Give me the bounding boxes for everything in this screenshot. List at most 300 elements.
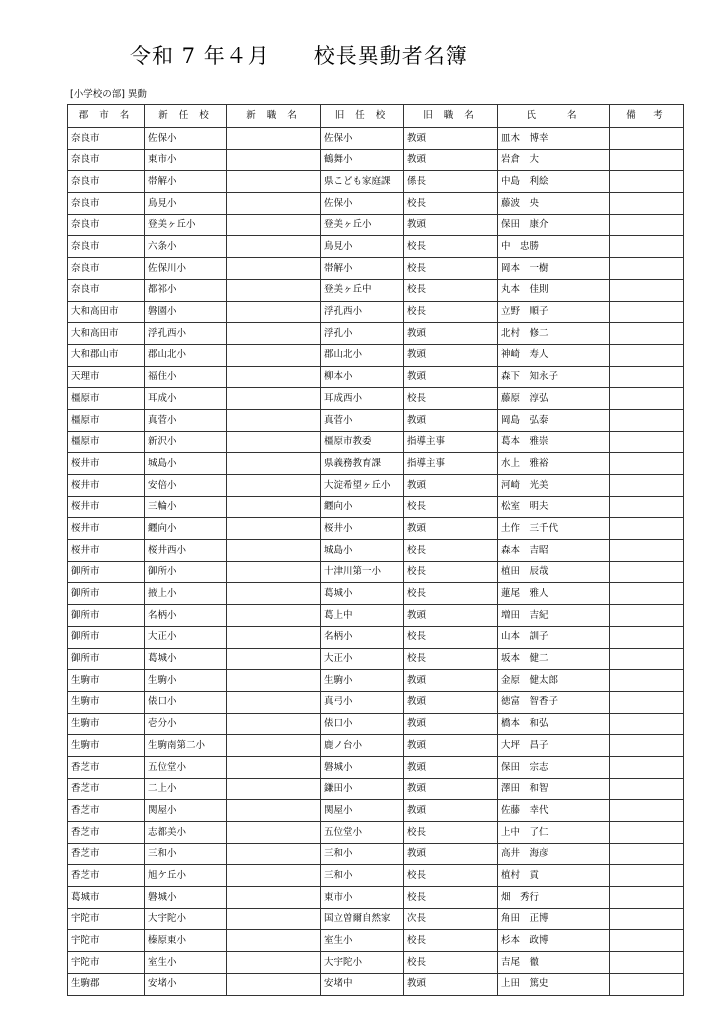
former-school-cell: 葛城小 (321, 583, 404, 605)
new-position-cell (227, 149, 321, 171)
former-school-cell: 県義務教育課 (321, 453, 404, 475)
header-former-school: 旧 任 校 (321, 105, 404, 128)
new-position-cell (227, 952, 321, 974)
table-row (68, 409, 684, 431)
city-cell: 御所市 (68, 583, 145, 605)
city-cell: 天理市 (68, 366, 145, 388)
former-school-cell: 橿原市教委 (321, 431, 404, 453)
former-position-cell: 校長 (404, 193, 498, 215)
city-cell: 生駒市 (68, 735, 145, 757)
table-row (68, 431, 684, 453)
former-position-cell: 校長 (404, 279, 498, 301)
table-row (68, 214, 684, 236)
former-position-cell: 校長 (404, 822, 498, 844)
former-position-cell: 校長 (404, 865, 498, 887)
name-cell: 皿木 博幸 (498, 128, 610, 150)
table-row (68, 475, 684, 497)
table-row (68, 822, 684, 844)
city-cell: 御所市 (68, 561, 145, 583)
table-row (68, 496, 684, 518)
name-cell: 中島 利絵 (498, 171, 610, 193)
former-school-cell: 纒向小 (321, 496, 404, 518)
former-school-cell: 十津川第一小 (321, 561, 404, 583)
table-row (68, 171, 684, 193)
former-school-cell: 鳥見小 (321, 236, 404, 258)
remarks-cell (610, 691, 684, 713)
former-position-cell: 校長 (404, 648, 498, 670)
city-cell: 桜井市 (68, 518, 145, 540)
new-school-cell: 城島小 (145, 453, 227, 475)
former-school-cell: 国立曽爾自然家 (321, 908, 404, 930)
table-row (68, 388, 684, 410)
former-position-cell: 校長 (404, 887, 498, 909)
name-cell: 坂本 健二 (498, 648, 610, 670)
former-school-cell: 名柄小 (321, 626, 404, 648)
table-row (68, 952, 684, 974)
former-position-cell: 校長 (404, 236, 498, 258)
remarks-cell (610, 128, 684, 150)
former-school-cell: 大宇陀小 (321, 952, 404, 974)
former-school-cell: 城島小 (321, 540, 404, 562)
new-school-cell: 佐保川小 (145, 258, 227, 280)
name-cell: 植田 辰哉 (498, 561, 610, 583)
new-position-cell (227, 279, 321, 301)
city-cell: 奈良市 (68, 171, 145, 193)
name-cell: 北村 修二 (498, 323, 610, 345)
name-cell: 中 忠勝 (498, 236, 610, 258)
name-cell: 保田 康介 (498, 214, 610, 236)
remarks-cell (610, 214, 684, 236)
city-cell: 生駒市 (68, 713, 145, 735)
name-cell: 角田 正博 (498, 908, 610, 930)
name-cell: 高井 海彦 (498, 843, 610, 865)
new-position-cell (227, 258, 321, 280)
new-position-cell (227, 193, 321, 215)
new-position-cell (227, 388, 321, 410)
city-cell: 香芝市 (68, 778, 145, 800)
former-position-cell: 次長 (404, 908, 498, 930)
table-row (68, 128, 684, 150)
new-position-cell (227, 822, 321, 844)
new-school-cell: 安倍小 (145, 475, 227, 497)
table-row (68, 193, 684, 215)
remarks-cell (610, 778, 684, 800)
new-school-cell: 関屋小 (145, 800, 227, 822)
former-position-cell: 教頭 (404, 409, 498, 431)
header-city: 郡 市 名 (68, 105, 145, 128)
remarks-cell (610, 366, 684, 388)
new-school-cell: 帯解小 (145, 171, 227, 193)
city-cell: 橿原市 (68, 431, 145, 453)
header-new-position: 新 職 名 (227, 105, 321, 128)
city-cell: 香芝市 (68, 822, 145, 844)
former-position-cell: 教頭 (404, 366, 498, 388)
former-position-cell: 校長 (404, 561, 498, 583)
remarks-cell (610, 149, 684, 171)
remarks-cell (610, 518, 684, 540)
city-cell: 香芝市 (68, 756, 145, 778)
former-position-cell: 校長 (404, 930, 498, 952)
city-cell: 桜井市 (68, 540, 145, 562)
table-row (68, 540, 684, 562)
new-school-cell: 生駒南第二小 (145, 735, 227, 757)
name-cell: 岡島 弘泰 (498, 409, 610, 431)
new-school-cell: 大宇陀小 (145, 908, 227, 930)
former-school-cell: 安堵中 (321, 973, 404, 995)
former-school-cell: 関屋小 (321, 800, 404, 822)
name-cell: 畑 秀行 (498, 887, 610, 909)
table-row (68, 366, 684, 388)
former-school-cell: 磐城小 (321, 756, 404, 778)
name-cell: 橋本 和弘 (498, 713, 610, 735)
remarks-cell (610, 908, 684, 930)
new-position-cell (227, 735, 321, 757)
header-row (68, 105, 684, 128)
new-position-cell (227, 431, 321, 453)
new-position-cell (227, 778, 321, 800)
name-cell: 土作 三千代 (498, 518, 610, 540)
remarks-cell (610, 887, 684, 909)
remarks-cell (610, 258, 684, 280)
new-school-cell: 室生小 (145, 952, 227, 974)
new-position-cell (227, 171, 321, 193)
remarks-cell (610, 713, 684, 735)
city-cell: 御所市 (68, 626, 145, 648)
name-cell: 森下 知永子 (498, 366, 610, 388)
new-school-cell: 名柄小 (145, 605, 227, 627)
former-school-cell: 生駒小 (321, 670, 404, 692)
city-cell: 宇陀市 (68, 908, 145, 930)
remarks-cell (610, 475, 684, 497)
remarks-cell (610, 583, 684, 605)
name-cell: 植村 貢 (498, 865, 610, 887)
name-cell: 藤原 淳弘 (498, 388, 610, 410)
city-cell: 奈良市 (68, 258, 145, 280)
remarks-cell (610, 648, 684, 670)
remarks-cell (610, 279, 684, 301)
remarks-cell (610, 323, 684, 345)
remarks-cell (610, 843, 684, 865)
new-position-cell (227, 366, 321, 388)
remarks-cell (610, 973, 684, 995)
table-row (68, 691, 684, 713)
city-cell: 香芝市 (68, 865, 145, 887)
name-cell: 森本 吉昭 (498, 540, 610, 562)
city-cell: 御所市 (68, 605, 145, 627)
city-cell: 葛城市 (68, 887, 145, 909)
remarks-cell (610, 431, 684, 453)
new-school-cell: 鳥見小 (145, 193, 227, 215)
table-row (68, 258, 684, 280)
city-cell: 橿原市 (68, 388, 145, 410)
new-position-cell (227, 756, 321, 778)
former-school-cell: 佐保小 (321, 128, 404, 150)
new-position-cell (227, 128, 321, 150)
name-cell: 岡本 一樹 (498, 258, 610, 280)
new-school-cell: 六条小 (145, 236, 227, 258)
new-school-cell: 桜井西小 (145, 540, 227, 562)
new-school-cell: 大正小 (145, 626, 227, 648)
former-position-cell: 教頭 (404, 128, 498, 150)
new-school-cell: 生駒小 (145, 670, 227, 692)
former-position-cell: 校長 (404, 388, 498, 410)
table-row (68, 778, 684, 800)
former-position-cell: 教頭 (404, 670, 498, 692)
former-school-cell: 三和小 (321, 865, 404, 887)
former-position-cell: 教頭 (404, 149, 498, 171)
new-school-cell: 郡山北小 (145, 344, 227, 366)
page-title: 令和 7 年４月 校長異動者名簿 (130, 44, 468, 68)
new-school-cell: 磐城小 (145, 887, 227, 909)
table-row (68, 453, 684, 475)
section-label: [小学校の部] 異動 (70, 89, 147, 100)
header-new-school: 新 任 校 (145, 105, 227, 128)
name-cell: 保田 宗志 (498, 756, 610, 778)
name-cell: 水上 雅裕 (498, 453, 610, 475)
remarks-cell (610, 301, 684, 323)
city-cell: 奈良市 (68, 236, 145, 258)
city-cell: 奈良市 (68, 193, 145, 215)
new-position-cell (227, 670, 321, 692)
former-position-cell: 教頭 (404, 800, 498, 822)
former-position-cell: 校長 (404, 583, 498, 605)
table-row (68, 583, 684, 605)
former-position-cell: 教頭 (404, 475, 498, 497)
table-row (68, 561, 684, 583)
former-position-cell: 教頭 (404, 323, 498, 345)
name-cell: 岩倉 大 (498, 149, 610, 171)
table-row (68, 518, 684, 540)
remarks-cell (610, 409, 684, 431)
table-row (68, 344, 684, 366)
former-school-cell: 耳成西小 (321, 388, 404, 410)
former-position-cell: 教頭 (404, 778, 498, 800)
former-school-cell: 東市小 (321, 887, 404, 909)
table-row (68, 865, 684, 887)
city-cell: 宇陀市 (68, 952, 145, 974)
new-school-cell: 志都美小 (145, 822, 227, 844)
city-cell: 御所市 (68, 648, 145, 670)
new-school-cell: 浮孔西小 (145, 323, 227, 345)
new-school-cell: 福住小 (145, 366, 227, 388)
remarks-cell (610, 540, 684, 562)
name-cell: 増田 吉紀 (498, 605, 610, 627)
roster-body (68, 128, 684, 996)
city-cell: 桜井市 (68, 496, 145, 518)
table-row (68, 301, 684, 323)
new-position-cell (227, 561, 321, 583)
table-row (68, 756, 684, 778)
table-row (68, 973, 684, 995)
new-school-cell: 東市小 (145, 149, 227, 171)
former-school-cell: 五位堂小 (321, 822, 404, 844)
former-school-cell: 鎌田小 (321, 778, 404, 800)
former-position-cell: 教頭 (404, 605, 498, 627)
city-cell: 桜井市 (68, 453, 145, 475)
former-school-cell: 三和小 (321, 843, 404, 865)
new-position-cell (227, 453, 321, 475)
new-school-cell: 佐保小 (145, 128, 227, 150)
name-cell: 徳富 智香子 (498, 691, 610, 713)
table-row (68, 670, 684, 692)
name-cell: 佐藤 幸代 (498, 800, 610, 822)
new-position-cell (227, 605, 321, 627)
city-cell: 香芝市 (68, 843, 145, 865)
new-school-cell: 安堵小 (145, 973, 227, 995)
name-cell: 立野 順子 (498, 301, 610, 323)
former-position-cell: 教頭 (404, 691, 498, 713)
table-row (68, 236, 684, 258)
name-cell: 澤田 和智 (498, 778, 610, 800)
former-school-cell: 室生小 (321, 930, 404, 952)
city-cell: 香芝市 (68, 800, 145, 822)
new-position-cell (227, 475, 321, 497)
new-school-cell: 登美ヶ丘小 (145, 214, 227, 236)
name-cell: 山本 訓子 (498, 626, 610, 648)
new-position-cell (227, 301, 321, 323)
new-position-cell (227, 973, 321, 995)
new-position-cell (227, 518, 321, 540)
remarks-cell (610, 735, 684, 757)
city-cell: 生駒郡 (68, 973, 145, 995)
city-cell: 橿原市 (68, 409, 145, 431)
former-school-cell: 真弓小 (321, 691, 404, 713)
former-school-cell: 鶴舞小 (321, 149, 404, 171)
new-school-cell: 壱分小 (145, 713, 227, 735)
remarks-cell (610, 865, 684, 887)
city-cell: 生駒市 (68, 670, 145, 692)
new-school-cell: 新沢小 (145, 431, 227, 453)
new-position-cell (227, 236, 321, 258)
new-position-cell (227, 214, 321, 236)
table-row (68, 279, 684, 301)
new-school-cell: 葛城小 (145, 648, 227, 670)
remarks-cell (610, 930, 684, 952)
remarks-cell (610, 388, 684, 410)
former-position-cell: 係長 (404, 171, 498, 193)
table-row (68, 800, 684, 822)
former-school-cell: 帯解小 (321, 258, 404, 280)
new-position-cell (227, 843, 321, 865)
new-position-cell (227, 713, 321, 735)
former-school-cell: 鹿ノ台小 (321, 735, 404, 757)
new-school-cell: 都祁小 (145, 279, 227, 301)
former-school-cell: 俵口小 (321, 713, 404, 735)
name-cell: 大坪 昌子 (498, 735, 610, 757)
header-remarks: 備 考 (610, 105, 684, 128)
former-school-cell: 郡山北小 (321, 344, 404, 366)
remarks-cell (610, 561, 684, 583)
new-school-cell: 旭ケ丘小 (145, 865, 227, 887)
new-position-cell (227, 908, 321, 930)
city-cell: 奈良市 (68, 128, 145, 150)
table-row (68, 626, 684, 648)
former-school-cell: 桜井小 (321, 518, 404, 540)
former-school-cell: 県こども家庭課 (321, 171, 404, 193)
city-cell: 奈良市 (68, 279, 145, 301)
former-position-cell: 教頭 (404, 518, 498, 540)
former-position-cell: 教頭 (404, 756, 498, 778)
city-cell: 大和郡山市 (68, 344, 145, 366)
remarks-cell (610, 453, 684, 475)
former-position-cell: 校長 (404, 952, 498, 974)
city-cell: 宇陀市 (68, 930, 145, 952)
former-school-cell: 柳本小 (321, 366, 404, 388)
remarks-cell (610, 236, 684, 258)
roster-table (67, 104, 684, 996)
remarks-cell (610, 626, 684, 648)
former-position-cell: 校長 (404, 540, 498, 562)
new-position-cell (227, 540, 321, 562)
new-school-cell: 御所小 (145, 561, 227, 583)
new-school-cell: 磐園小 (145, 301, 227, 323)
former-position-cell: 指導主事 (404, 431, 498, 453)
new-school-cell: 五位堂小 (145, 756, 227, 778)
city-cell: 生駒市 (68, 691, 145, 713)
former-position-cell: 校長 (404, 301, 498, 323)
remarks-cell (610, 496, 684, 518)
former-position-cell: 校長 (404, 626, 498, 648)
former-school-cell: 大正小 (321, 648, 404, 670)
new-position-cell (227, 865, 321, 887)
former-school-cell: 登美ヶ丘小 (321, 214, 404, 236)
former-position-cell: 教頭 (404, 713, 498, 735)
remarks-cell (610, 756, 684, 778)
remarks-cell (610, 344, 684, 366)
city-cell: 大和高田市 (68, 323, 145, 345)
remarks-cell (610, 171, 684, 193)
new-school-cell: 纒向小 (145, 518, 227, 540)
former-school-cell: 真菅小 (321, 409, 404, 431)
table-row (68, 843, 684, 865)
former-position-cell: 教頭 (404, 735, 498, 757)
table-row (68, 735, 684, 757)
name-cell: 葛本 雅崇 (498, 431, 610, 453)
table-row (68, 605, 684, 627)
former-position-cell: 指導主事 (404, 453, 498, 475)
new-school-cell: 二上小 (145, 778, 227, 800)
former-position-cell: 校長 (404, 496, 498, 518)
remarks-cell (610, 822, 684, 844)
former-position-cell: 教頭 (404, 214, 498, 236)
remarks-cell (610, 670, 684, 692)
former-position-cell: 教頭 (404, 973, 498, 995)
table-row (68, 713, 684, 735)
new-school-cell: 真菅小 (145, 409, 227, 431)
name-cell: 上田 篤史 (498, 973, 610, 995)
table-row (68, 908, 684, 930)
table-row (68, 149, 684, 171)
new-position-cell (227, 344, 321, 366)
city-cell: 奈良市 (68, 149, 145, 171)
table-row (68, 648, 684, 670)
former-school-cell: 佐保小 (321, 193, 404, 215)
new-school-cell: 三和小 (145, 843, 227, 865)
table-row (68, 887, 684, 909)
new-position-cell (227, 930, 321, 952)
name-cell: 藤波 央 (498, 193, 610, 215)
former-school-cell: 大淀希望ヶ丘小 (321, 475, 404, 497)
new-school-cell: 三輪小 (145, 496, 227, 518)
former-position-cell: 校長 (404, 258, 498, 280)
name-cell: 杉本 政博 (498, 930, 610, 952)
new-position-cell (227, 583, 321, 605)
new-position-cell (227, 887, 321, 909)
name-cell: 丸本 佳則 (498, 279, 610, 301)
new-position-cell (227, 691, 321, 713)
name-cell: 吉尾 徹 (498, 952, 610, 974)
remarks-cell (610, 800, 684, 822)
